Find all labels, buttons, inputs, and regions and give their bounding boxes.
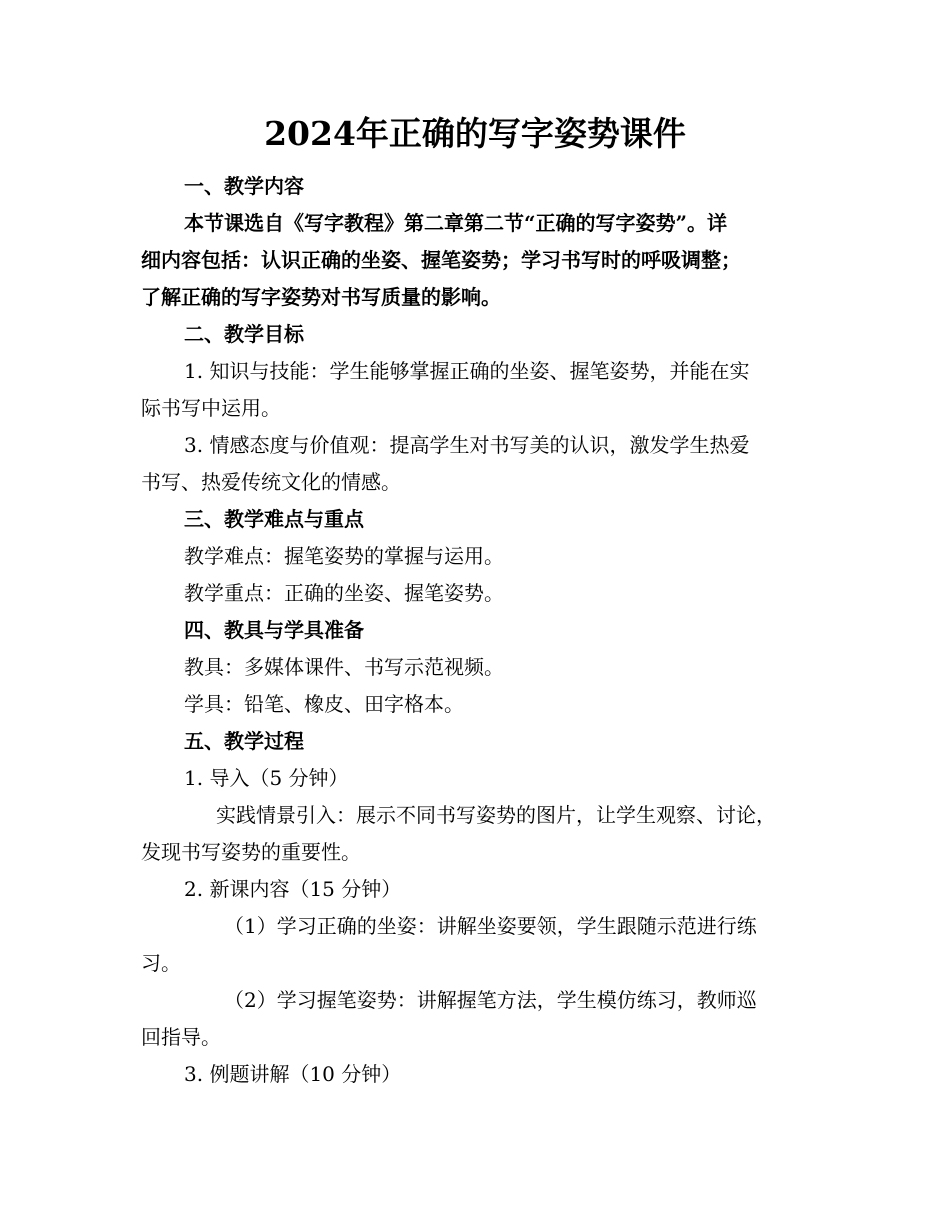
text-line: 实践情景引入：展示不同书写姿势的图片，让学生观察、讨论， bbox=[216, 803, 776, 827]
text-line: 学具：铅笔、橡皮、田字格本。 bbox=[184, 692, 464, 716]
heading-line: 了解正确的写字姿势对书写质量的影响。 bbox=[141, 285, 501, 309]
heading-line: 细内容包括：认识正确的坐姿、握笔姿势；学习书写时的呼吸调整； bbox=[141, 248, 741, 272]
text-line: （2）学习握笔姿势：讲解握笔方法，学生模仿练习，教师巡 bbox=[224, 988, 757, 1012]
document-body bbox=[141, 168, 811, 1093]
text-line: （1）学习正确的坐姿：讲解坐姿要领，学生跟随示范进行练 bbox=[224, 914, 757, 938]
heading-line: 四、教具与学具准备 bbox=[184, 618, 364, 642]
text-line: 3. 例题讲解（10 分钟） bbox=[184, 1062, 402, 1086]
text-line: 教具：多媒体课件、书写示范视频。 bbox=[184, 655, 504, 679]
text-line: 教学重点：正确的坐姿、握笔姿势。 bbox=[184, 581, 504, 605]
heading-line: 五、教学过程 bbox=[184, 729, 304, 753]
heading-line: 二、教学目标 bbox=[184, 322, 304, 346]
heading-line: 一、教学内容 bbox=[184, 174, 304, 198]
text-line: 书写、热爱传统文化的情感。 bbox=[141, 470, 401, 494]
heading-line: 三、教学难点与重点 bbox=[184, 507, 364, 531]
text-line: 2. 新课内容（15 分钟） bbox=[184, 877, 402, 901]
text-line: 1. 导入（5 分钟） bbox=[184, 766, 349, 790]
text-line: 际书写中运用。 bbox=[141, 396, 281, 420]
text-line: 3. 情感态度与价值观：提高学生对书写美的认识，激发学生热爱 bbox=[184, 433, 750, 457]
document-title: 2024年正确的写字姿势课件 bbox=[264, 114, 686, 153]
text-line: 教学难点：握笔姿势的掌握与运用。 bbox=[184, 544, 504, 568]
heading-line: 本节课选自《写字教程》第二章第二节“正确的写字姿势”。详 bbox=[184, 211, 728, 235]
text-line: 发现书写姿势的重要性。 bbox=[141, 840, 361, 864]
text-line: 回指导。 bbox=[141, 1025, 221, 1049]
text-line: 习。 bbox=[141, 951, 181, 975]
text-line: 1. 知识与技能：学生能够掌握正确的坐姿、握笔姿势，并能在实 bbox=[184, 359, 750, 383]
